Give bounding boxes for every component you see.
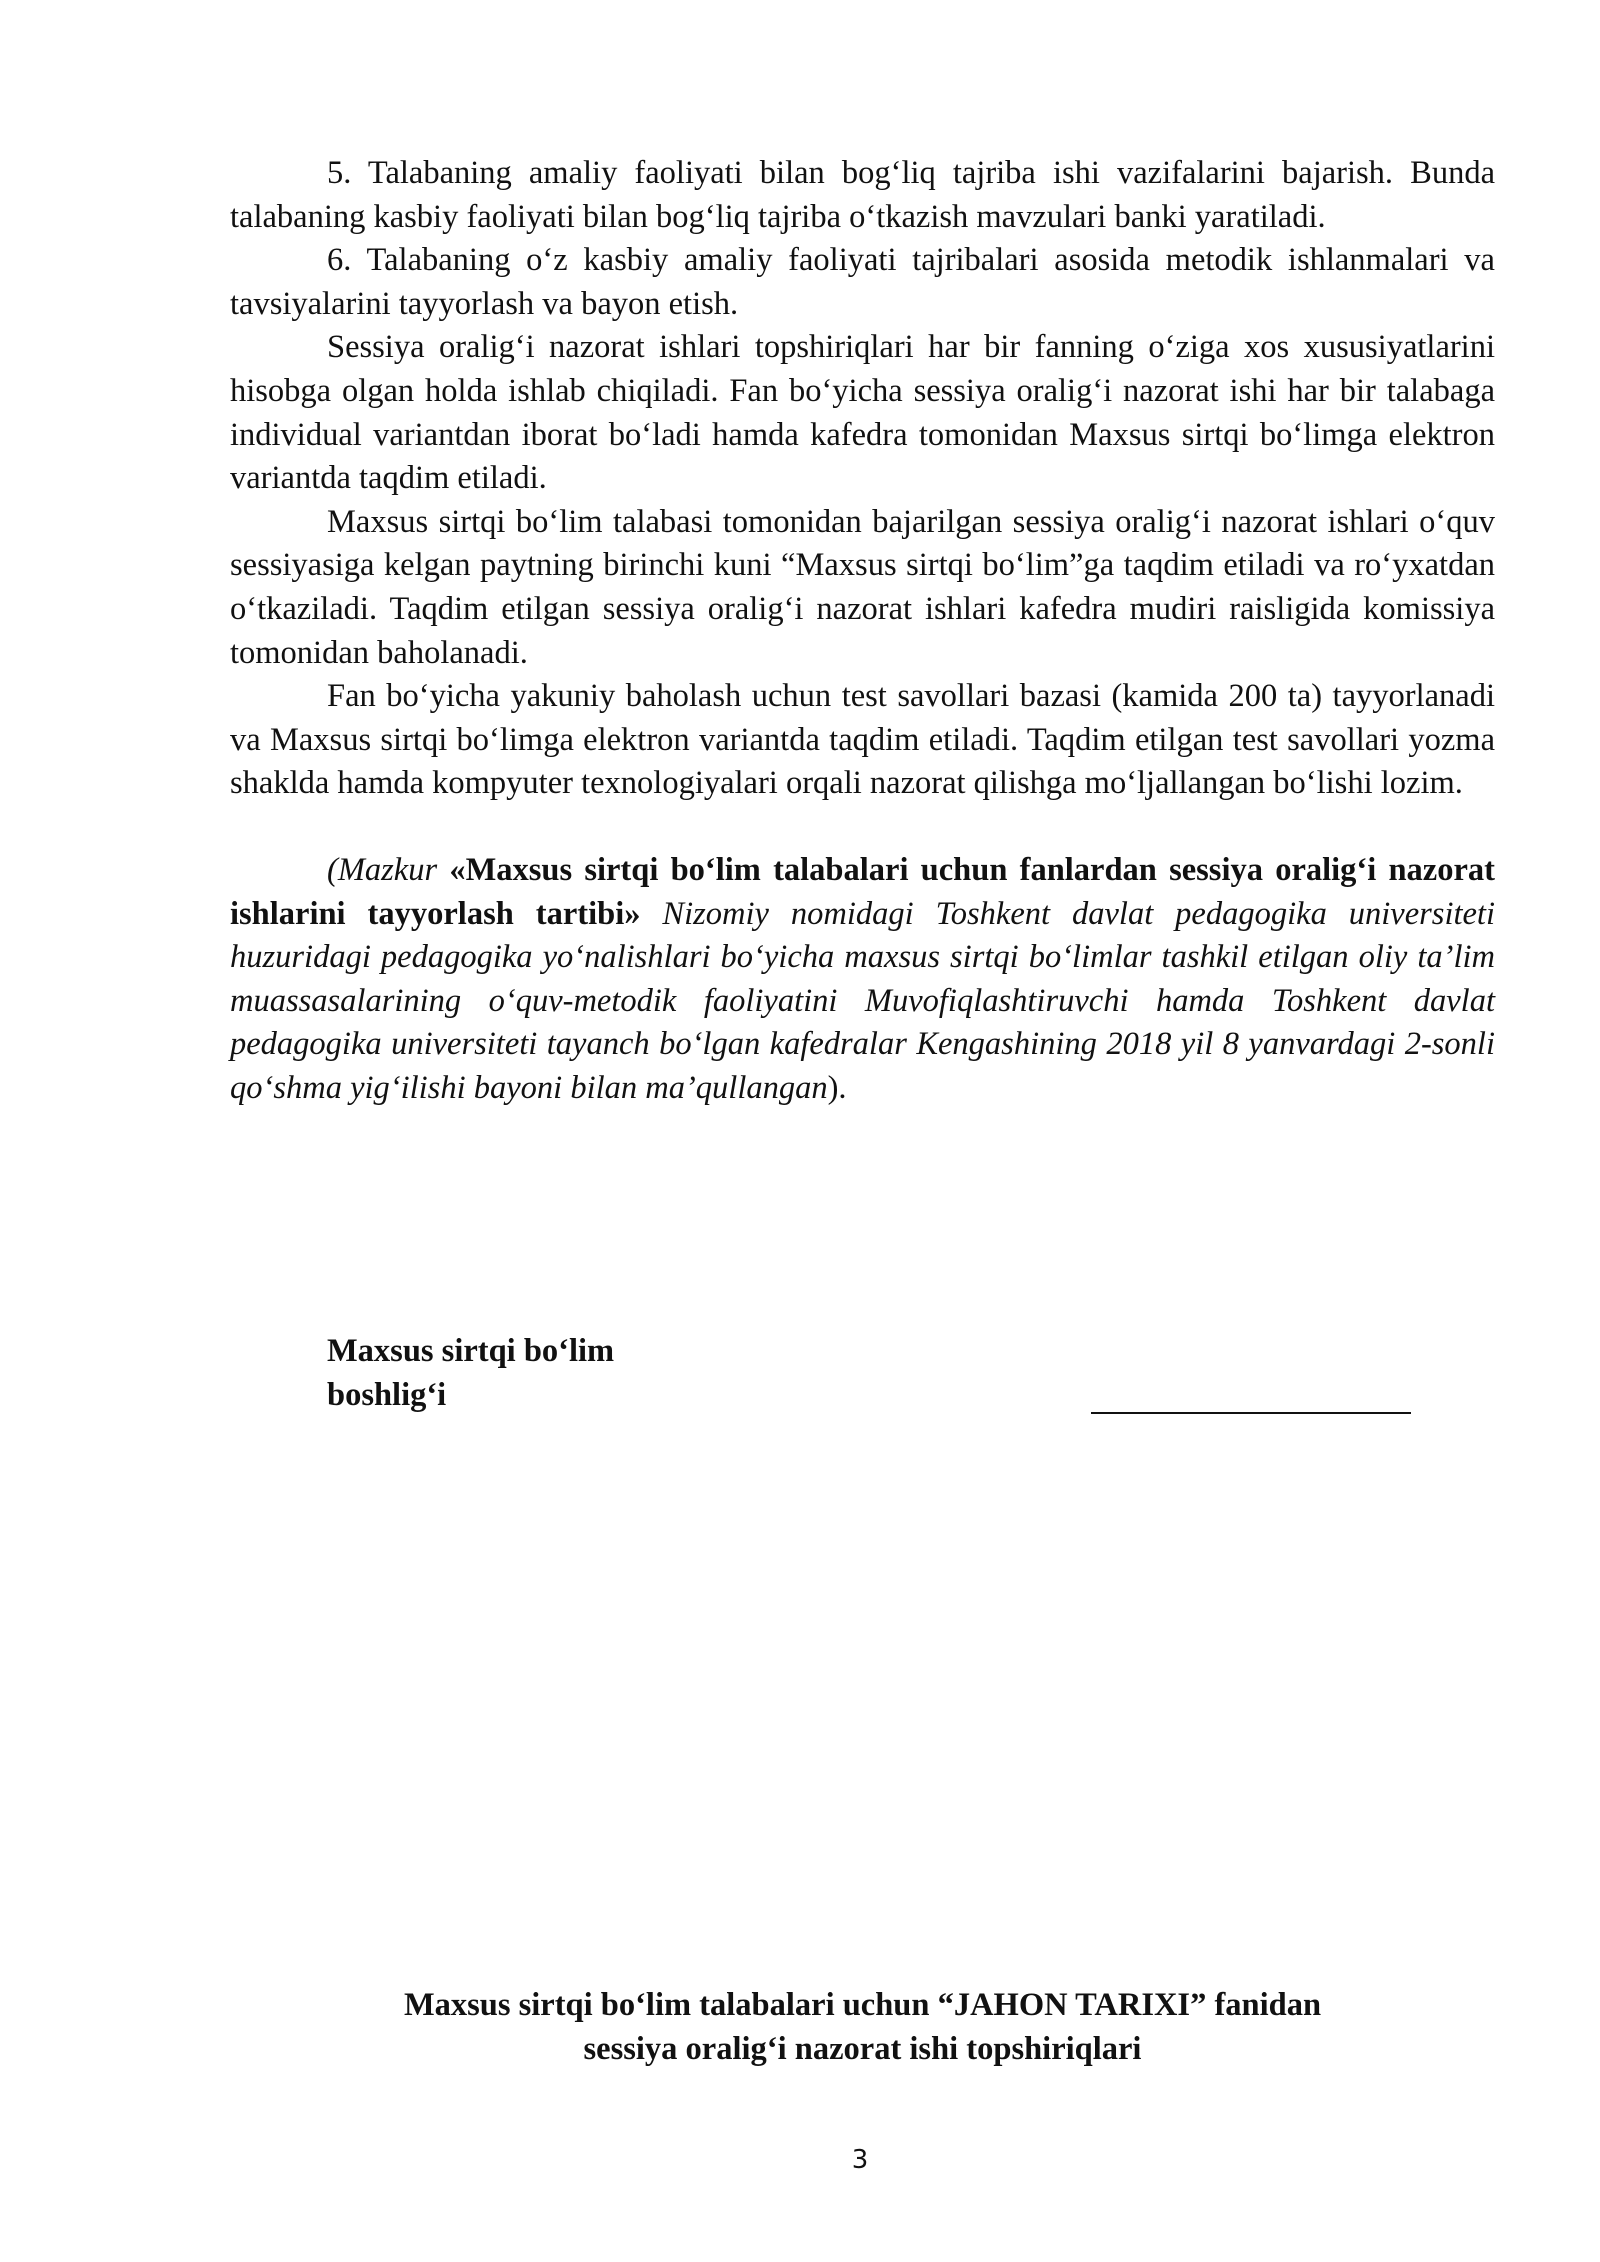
paragraph-item-6: 6. Talabaning o‘z kasbiy amaliy faoliyati tajribalari asosida metodik ishlanmalari va tavsiyalarini tayyorlash va bayon etish. [230, 242, 1495, 322]
paragraph-submission: Maxsus sirtqi bo‘lim talabasi tomonidan bajarilgan sessiya oralig‘i nazorat ishlari o‘quv sessiyasiga kelgan paytning birinchi kuni “Maxsus sirtqi bo‘lim”ga taqdim etiladi va ro‘yxatdan o‘tkaziladi. Taqdim etilgan sessiya oralig‘i nazorat ishlari kafedra mudiri raisligida komissiya tomonidan baholanadi. [230, 503, 1495, 671]
approval-note-close: ). [827, 1069, 847, 1106]
approval-note-title: «Maxsus sirtqi bo‘lim talabalari uchun fanlardan sessiya oralig‘i nazorat ishlarini tayyorlash tartibi» [230, 851, 1495, 932]
signature-block [327, 1330, 1427, 1430]
approval-note [230, 849, 1495, 1111]
signature-title-line2: boshlig‘i [327, 1376, 447, 1413]
page-number: 3 [851, 2145, 869, 2175]
section-heading-line1: Maxsus sirtqi bo‘lim talabalari uchun “JAHON TARIXI” fanidan [403, 1987, 1322, 2023]
approval-note-open: (Mazkur [327, 851, 450, 888]
paragraph-session-tasks: Sessiya oralig‘i nazorat ishlari topshiriqlari har bir fanning o‘ziga xos xususiyatlarini hisobga olgan holda ishlab chiqiladi. Fan bo‘yicha sessiya oralig‘i nazorat ishi har bir talabaga individual variantdan iborat bo‘ladi hamda kafedra tomonidan Maxsus sirtqi bo‘limga elektron variantda taqdim etiladi. [230, 329, 1495, 497]
signature-title-line1: Maxsus sirtqi bo‘lim [327, 1333, 615, 1369]
signature-line [1091, 1412, 1411, 1414]
paragraph-item-5: 5. Talabaning amaliy faoliyati bilan bog‘liq tajriba ishi vazifalarini bajarish. Bunda talabaning kasbiy faoliyati bilan bog‘liq tajriba o‘tkazish mavzulari banki yaratiladi. [230, 155, 1495, 235]
section-heading [230, 1984, 1495, 2071]
document-body [230, 152, 1495, 1110]
approval-note-body: Nizomiy nomidagi Toshkent davlat pedagogika universiteti huzuridagi pedagogika yo‘nalishlari bo‘yicha maxsus sirtqi bo‘limlar tashkil etilgan oliy ta’lim muassasalarining o‘quv-metodik faoliyatini Muvofiqlashtiruvchi hamda Toshkent davlat pedagogika universiteti tayanch bo‘lgan kafedralar Kengashining 2018 yil 8 yanvardagi 2-sonli qo‘shma yig‘ilishi bayoni bilan ma’qullangan [230, 895, 1495, 1106]
signature-title [327, 1330, 614, 1417]
section-heading-line2: sessiya oralig‘i nazorat ishi topshiriqlari [583, 2030, 1142, 2067]
paragraph-test-questions: Fan bo‘yicha yakuniy baholash uchun test savollari bazasi (kamida 200 ta) tayyorlanadi va Maxsus sirtqi bo‘limga elektron variantda taqdim etiladi. Taqdim etilgan test savollari yozma shaklda hamda kompyuter texnologiyalari orqali nazorat qilishga mo‘ljallangan bo‘lishi lozim. [230, 678, 1495, 802]
